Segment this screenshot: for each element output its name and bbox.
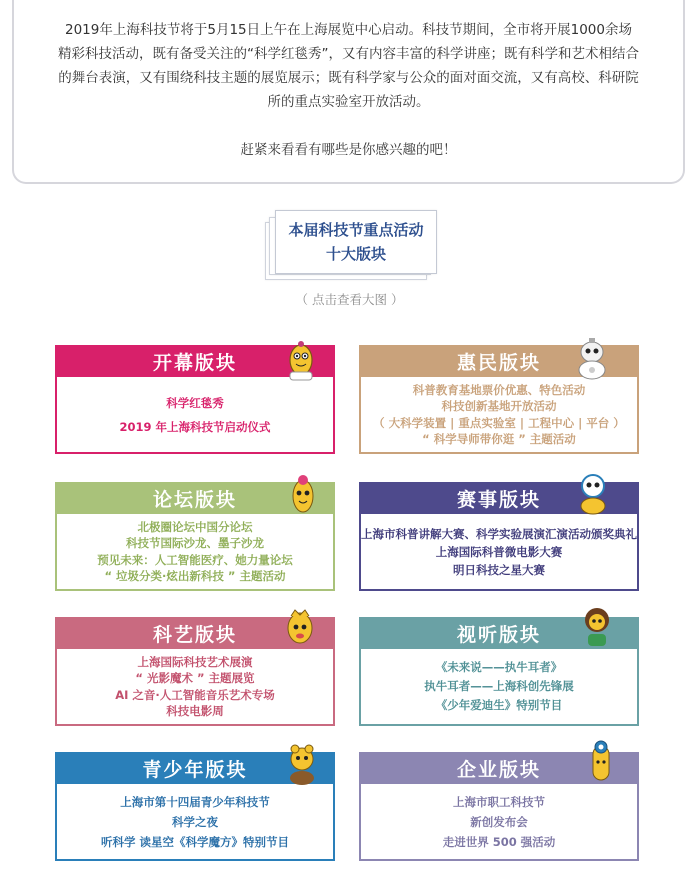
card-item: 上海国际科普微电影大赛: [435, 544, 563, 559]
card-item: 上海市第十四届青少年科技节: [120, 794, 270, 809]
summary-stack[interactable]: [265, 210, 437, 280]
intro-line: 的舞台表演，又有围绕科技主题的展览展示；既有科学家与公众的面对面交流，又有高校、科研院: [58, 70, 639, 86]
card-title: 赛事版块: [359, 482, 639, 514]
card-body: [55, 649, 335, 726]
card-item: 上海市职工科技节: [453, 794, 545, 809]
mascot-banana-icon: [282, 336, 320, 382]
card-body: [359, 784, 639, 861]
card-item: 科学之夜: [172, 814, 218, 829]
card-item: 北极圈论坛中国分论坛: [137, 519, 253, 534]
card-item: “ 科学导师带你逛 ” 主题活动: [422, 432, 576, 446]
card-body: [359, 514, 639, 591]
card-item: 新创发布会: [470, 814, 528, 829]
intro-line: 2019年上海科技节将于5月15日上午在上海展览中心启动。科技节期间，全市将开展1000余场: [65, 22, 632, 38]
card-item: 2019 年上海科技节启动仪式: [119, 419, 271, 434]
mascot-bear-icon: [283, 741, 321, 787]
card-item: 科普教育基地票价优惠、特色活动: [412, 382, 586, 397]
card-item: 上海市科普讲解大赛、科学实验展演汇演活动颁奖典礼: [361, 526, 637, 541]
mascot-corn-icon: [284, 472, 322, 518]
card-body: [359, 649, 639, 726]
card-item: 预见未来：人工智能医疗、她力量论坛: [97, 552, 293, 567]
bottom-edge: [0, 868, 699, 877]
card-item: 科技节国际沙龙、墨子沙龙: [126, 536, 264, 550]
mascot-bulb-icon: [281, 606, 319, 652]
card-item: 听科学 读星空《科学魔方》特别节目: [100, 834, 289, 849]
card-title: 科艺版块: [55, 617, 335, 649]
card-body: [359, 377, 639, 454]
card-item: AI 之音·人工智能音乐艺术专场: [115, 687, 275, 702]
summary-line-2: 十大版块: [325, 245, 386, 263]
mascot-girl-icon: [578, 604, 616, 650]
summary-line-1: 本届科技节重点活动: [288, 221, 424, 239]
card-item: 执牛耳者——上海科创先锋展: [424, 679, 574, 693]
card-title: 开幕版块: [55, 345, 335, 377]
card-body: [55, 514, 335, 591]
card-item: 上海国际科技艺术展演: [137, 654, 253, 669]
intro-line: 精彩科技活动，既有备受关注的“科学红毯秀”，又有内容丰富的科学讲座；既有科学和艺术相结合: [58, 46, 639, 62]
card-title: 青少年版块: [55, 752, 335, 784]
intro-panel: [12, 0, 685, 184]
card-item: “ 光影魔术 ” 主题展览: [135, 671, 255, 685]
card-item: 科技电影周: [166, 704, 224, 718]
card-title: 视听版块: [359, 617, 639, 649]
card-title: 惠民版块: [359, 345, 639, 377]
card-item: “ 垃圾分类·炫出新科技 ” 主题活动: [104, 569, 286, 583]
card-title: 企业版块: [359, 752, 639, 784]
intro-cta: 赶紧来看看有哪些是你感兴趣的吧！: [240, 142, 457, 158]
view-large-hint[interactable]: （ 点击查看大图 ）: [295, 292, 404, 307]
card-item: 《未来说——执牛耳者》: [435, 660, 563, 674]
card-item: 《少年爱迪生》特别节目: [435, 698, 563, 712]
card-item: （ 大科学装置 | 重点实验室 | 工程中心 | 平台 ）: [373, 415, 625, 430]
mascot-robot-icon: [573, 336, 611, 382]
summary-card: [275, 210, 437, 274]
card-item: 科技创新基地开放活动: [441, 399, 557, 413]
card-body: [55, 377, 335, 454]
mascot-pen-icon: [582, 738, 620, 784]
card-item: 走进世界 500 强活动: [442, 834, 556, 849]
mascot-astronaut-icon: [574, 470, 612, 516]
intro-text: [14, 0, 683, 114]
card-item: 科学红毯秀: [166, 395, 224, 410]
card-item: 明日科技之星大赛: [453, 562, 545, 577]
card-body: [55, 784, 335, 861]
card-title: 论坛版块: [55, 482, 335, 514]
intro-line: 所的重点实验室开放活动。: [267, 94, 430, 110]
